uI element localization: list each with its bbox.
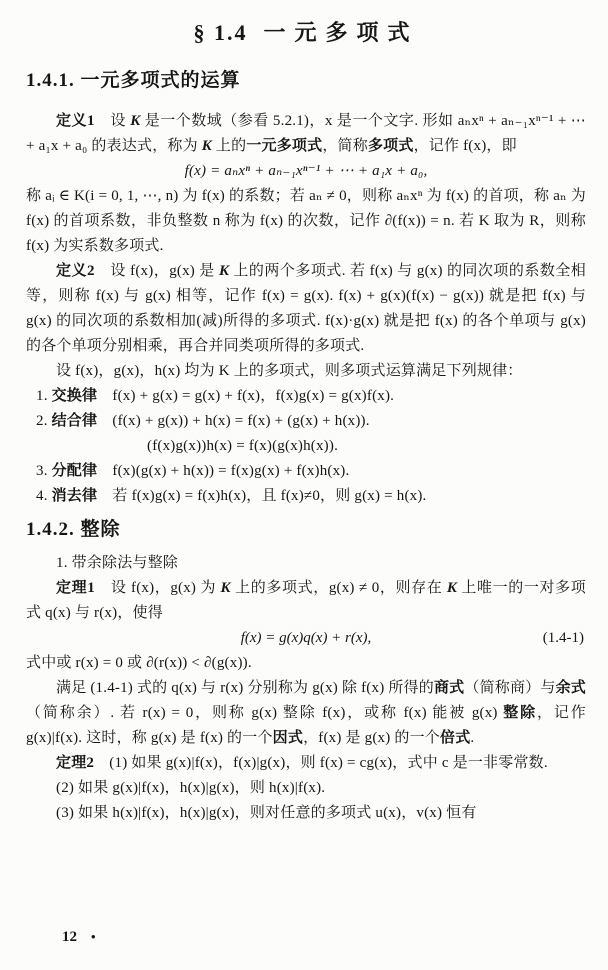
paragraph-laws-intro: 设 f(x)，g(x)，h(x) 均为 K 上的多项式，则多项式运算满足下列规律： — [56, 363, 523, 379]
paragraph-remainder-condition: 式中或 r(x) = 0 或 ∂(r(x)) < ∂(g(x)). — [26, 655, 252, 671]
paragraph-theorem-1: 定理1 设 f(x)，g(x) 为 K 上的多项式，g(x) ≠ 0，则存在 K 上唯一的一对多项式 q(x) 与 r(x)，使得 — [26, 580, 586, 621]
paragraph-definition-2: 定义2 设 f(x)，g(x) 是 K 上的两个多项式. 若 f(x) 与 g(x) 的同次项的系数全相等，则称 f(x) 与 g(x) 相等，记作 f(x) = g(x). f(x) + g(x)(f(x) − g(x)) 就是把 f(x) 与 g(x) 的同次项的系数相加(减)所得的多项式. f(x)·g(x) 就是把 f(x) 的各个单项与 g(x) 的各个单项分别相乘，再合并同类项所得的多项式. — [26, 263, 586, 354]
equation-number: (1.4-1) — [542, 630, 584, 646]
formula-division: f(x) = g(x)q(x) + r(x), — [240, 630, 372, 646]
heading-1-4-1: 1.4.1. 一元多项式的运算 — [26, 70, 241, 91]
law-cancellation: 4. 消去律 若 f(x)g(x) = f(x)h(x)，且 f(x)≠0，则 g(x) = h(x). — [36, 488, 427, 504]
paragraph-theorem-2-item-2: (2) 如果 g(x)|f(x)，h(x)|g(x)，则 h(x)|f(x). — [56, 780, 326, 796]
footer-bullet: • — [91, 929, 96, 944]
formula-polynomial: f(x) = aₙxⁿ + aₙ₋₁xⁿ⁻¹ + ⋯ + a₁x + a₀, — [184, 163, 428, 179]
section-symbol: § 1.4 — [193, 20, 248, 45]
paragraph-coefficients: 称 aᵢ ∈ K(i = 0, 1, ⋯, n) 为 f(x) 的系数；若 aₙ ≠ 0，则称 aₙxⁿ 为 f(x) 的首项，称 aₙ 为 f(x) 的首项系数，非负整数 n 称为 f(x) 的次数，记作 ∂(f(x)) = n. 若 K 取为 R，则称 f(x) 为实系数多项式. — [26, 188, 586, 254]
page-title-text: 一元多项式 — [263, 20, 419, 45]
subheading-division-with-remainder: 1. 带余除法与整除 — [56, 555, 179, 571]
law-associative: 2. 结合律 (f(x) + g(x)) + h(x) = f(x) + (g(x) + h(x)). — [36, 413, 370, 429]
law-distributive: 3. 分配律 f(x)(g(x) + h(x)) = f(x)g(x) + f(x)h(x). — [36, 463, 350, 479]
paragraph-theorem-2-item-3: (3) 如果 h(x)|f(x)，h(x)|g(x)，则对任意的多项式 u(x)，v(x) 恒有 — [56, 805, 477, 821]
formula-division-row — [26, 626, 586, 651]
law-commutative: 1. 交换律 f(x) + g(x) = g(x) + f(x)，f(x)g(x) = g(x)f(x). — [36, 388, 395, 404]
heading-1-4-2: 1.4.2. 整除 — [26, 519, 121, 540]
paragraph-quotient-remainder: 满足 (1.4-1) 式的 q(x) 与 r(x) 分别称为 g(x) 除 f(x) 所得的商式（简称商）与余式（简称余）. 若 r(x) = 0，则称 g(x) 整除 f(x)，或称 f(x) 能被 g(x) 整除，记作 g(x)|f(x). 这时，称 g(x) 是 f(x) 的一个因式，f(x) 是 g(x) 的一个倍式. — [26, 680, 587, 746]
page-footer — [62, 929, 96, 946]
page-title — [26, 18, 586, 48]
paragraph-definition-1: 定义1 设 K 是一个数域（参看 5.2.1)，x 是一个文字. 形如 aₙxⁿ + aₙ₋₁xⁿ⁻¹ + ⋯ + a₁x + a₀ 的表达式，称为 K 上的一元多项式，简称多项式，记作 f(x)，即 — [26, 113, 586, 154]
law-associative-continued: (f(x)g(x))h(x) = f(x)(g(x)h(x)). — [147, 438, 339, 454]
page-number: 12 — [62, 929, 77, 945]
paragraph-theorem-2-item-1: 定理2 (1) 如果 g(x)|f(x)，f(x)|g(x)，则 f(x) = cg(x)，式中 c 是一非零常数. — [56, 755, 548, 771]
